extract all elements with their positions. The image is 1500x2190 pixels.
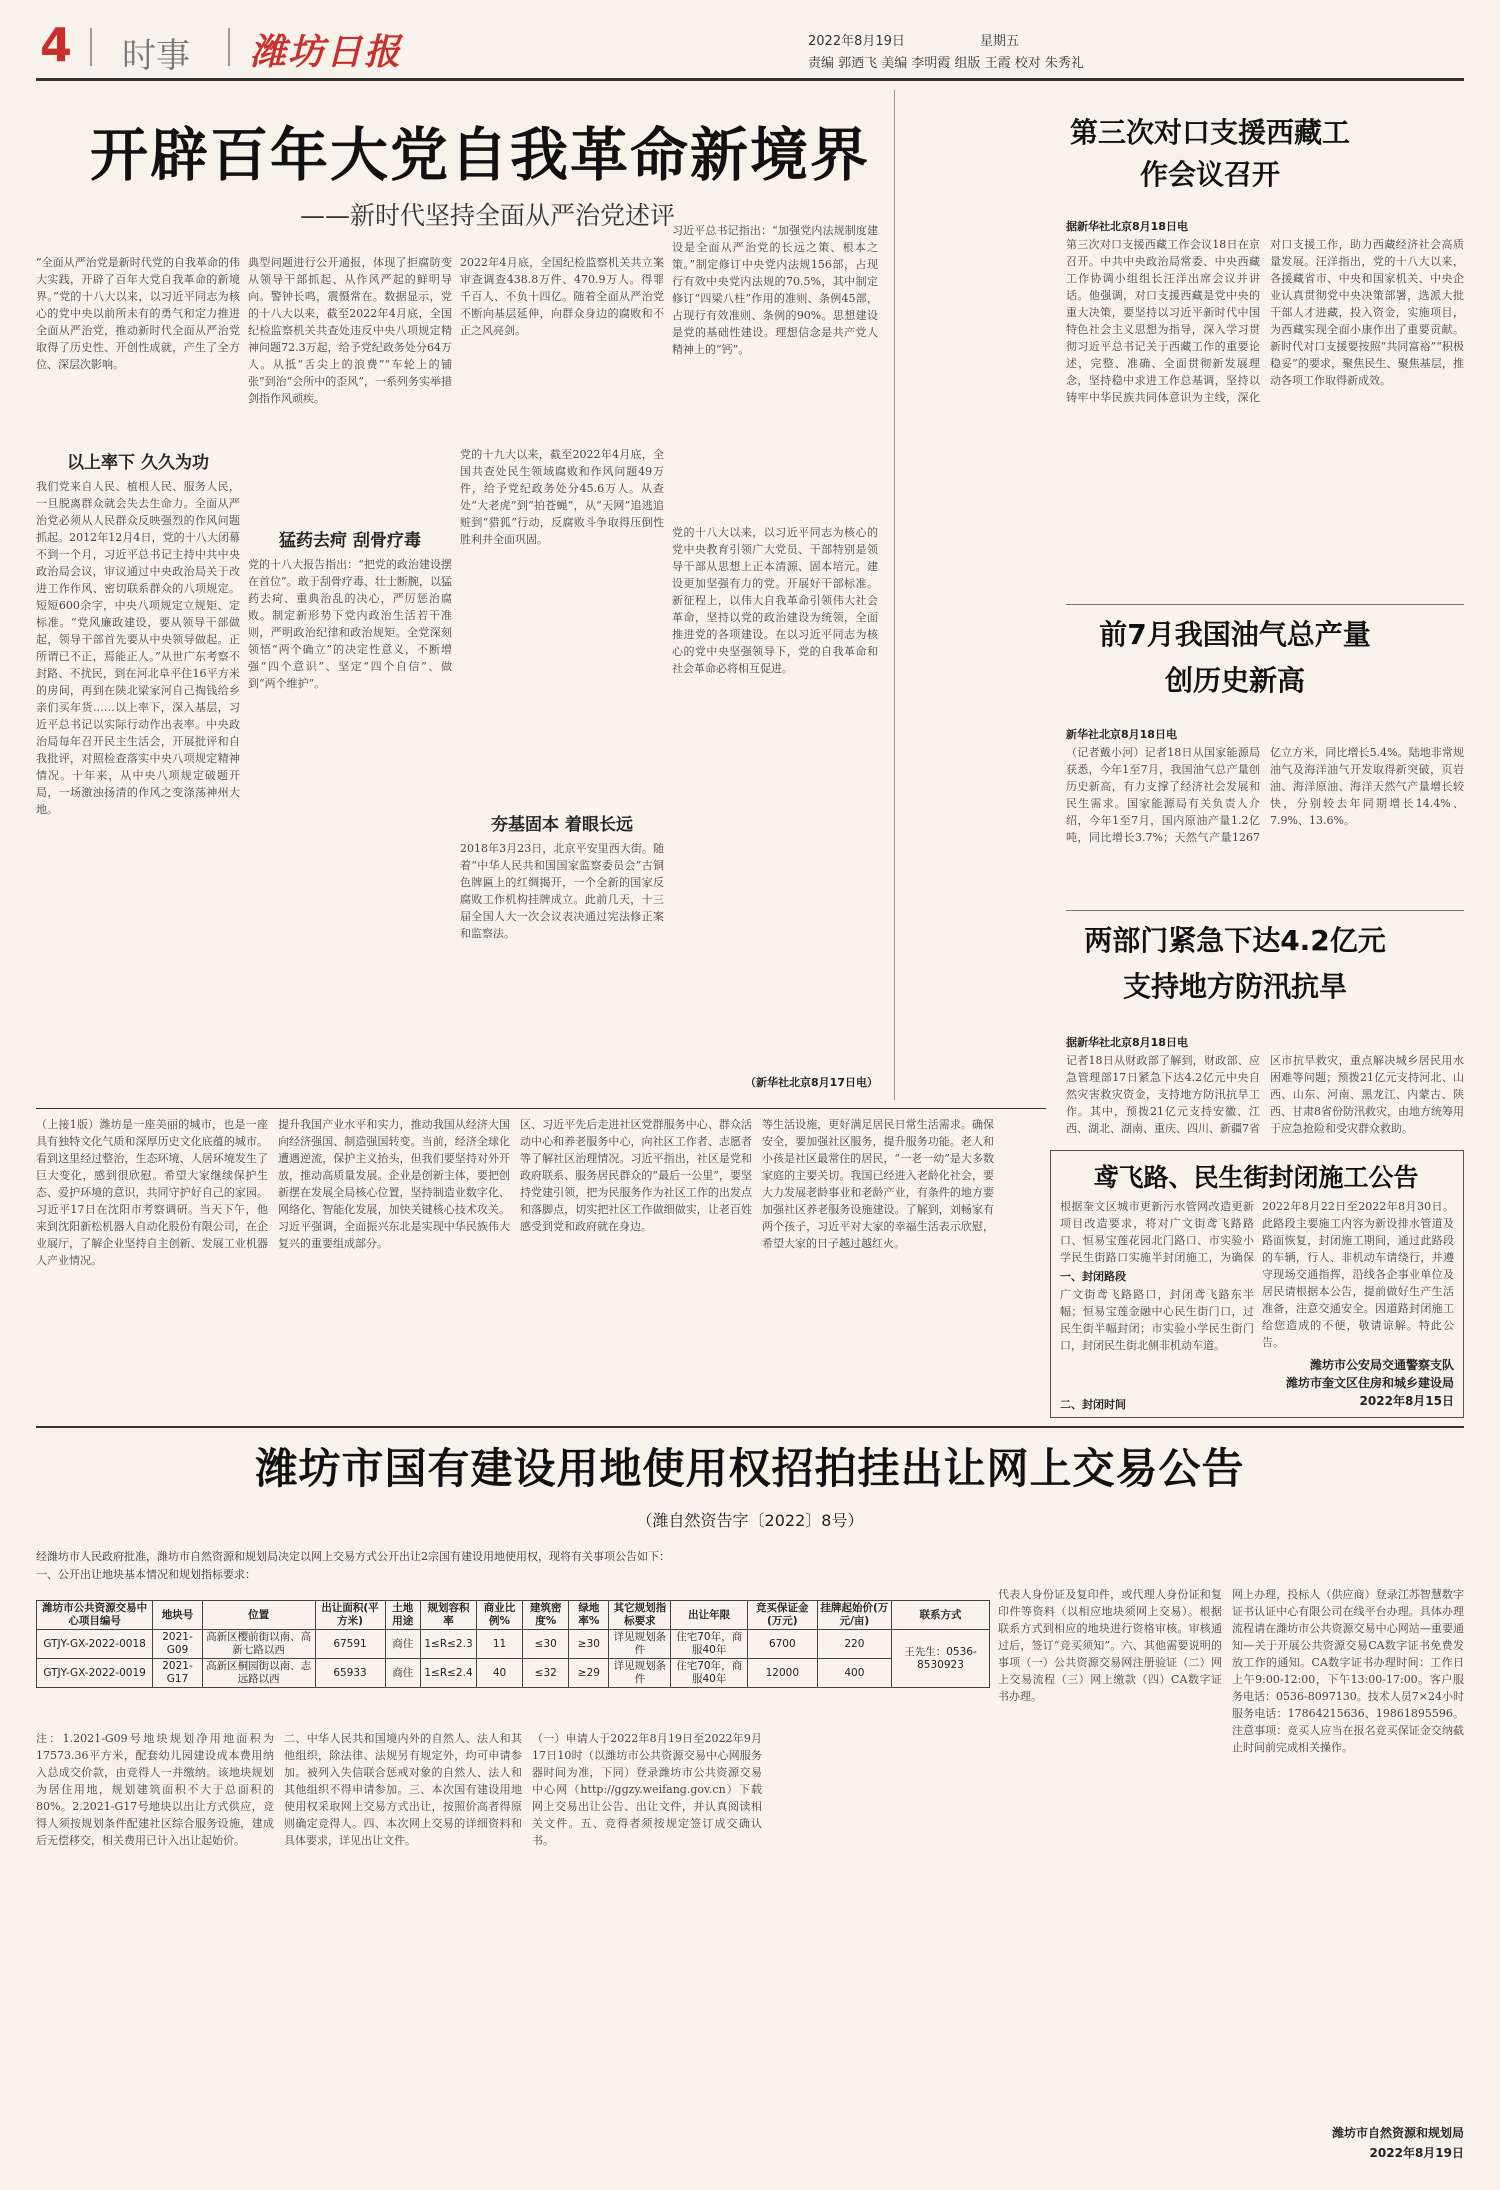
table-cell: GTJY-GX-2022-0018 (37, 1630, 153, 1659)
land-parcel-table (36, 1600, 990, 1688)
th-green: 绿地率% (569, 1601, 609, 1630)
lead-col4-body: 习近平总书记指出：“加强党内法规制度建设是全面从严治党的长远之策、根本之策。”制定修订中央党内法规156部，占现行有效中央党内法规的70.5%，其中制定修订“四梁八柱”作用的准则、条例45部，占现行有效准则、条例的90%。思想建设是党的基础性建设。理想信念是共产党人精神上的“钙”。 (672, 224, 878, 356)
road-notice-item1: 一、封闭路段 (1060, 1270, 1126, 1283)
section-name: 时事 (122, 36, 190, 76)
th-start-price: 挂牌起始价(万元/亩) (817, 1601, 891, 1630)
table-cell: 12000 (747, 1659, 817, 1688)
flood-headline: 两部门紧急下达4.2亿元支持地方防汛抗旱 (1084, 924, 1386, 1003)
issue-date: 2022年8月19日 (808, 34, 905, 49)
land-notice-top-rule (36, 1426, 1464, 1428)
header-divider-2 (228, 28, 230, 66)
lead-col3-body: 2022年4月底，全国纪检监察机关共立案审查调查438.8万件、470.9万人。得罪千百人、不负十四亿。随着全面从严治党不断向基层延伸，向群众身边的腐败和不正之风亮剑。 (460, 256, 664, 337)
table-cell: 65933 (315, 1659, 385, 1688)
th-term: 出让年限 (671, 1601, 747, 1630)
th-project-code: 潍坊市公共资源交易中心项目编号 (37, 1601, 153, 1630)
issue-weekday: 星期五 (980, 34, 1020, 49)
lead-headline: 开辟百年大党自我革命新境界 (90, 121, 871, 189)
land-notice-signer: 潍坊市自然资源和规划局 (1331, 2126, 1464, 2140)
land-notice-title: 潍坊市国有建设用地使用权招拍挂出让网上交易公告 (255, 1444, 1245, 1493)
header-rule (36, 78, 1464, 81)
land-notice-col4: 代表人身份证及复印件，或代理人身份证和复印件等资料（以相应地块须网上交易）。根据联系方式到相应的地块进行资格审核。审核通过后，签订“竞买须知”。六、其他需要说明的事项（一）公共资源交易网注册验证（二）网上交易流程（三）网上缴款（四）CA数字证书办理。 (998, 1588, 1222, 1703)
lead-col4-body-b: 党的十八大以来，以习近平同志为核心的党中央教育引领广大党员、干部特别是领导干部从思想上正本清源、固本培元。建设更加坚强有力的党。开展好干部标准。新征程上，以伟大自我革命引领伟大社会革命，坚持以党的政治建设为统领，全面推进党的各项建设。在以习近平同志为核心的党中央坚强领导下，党的自我革命和社会革命必将相互促进。 (672, 526, 878, 675)
lead-subheadline: ——新时代坚持全面从严治党述评 (300, 201, 676, 230)
flood-dateline: 据新华社北京8月18日电 (1066, 1036, 1188, 1049)
subhead-2: 猛药去疴 刮骨疗毒 (279, 531, 421, 551)
table-cell: ≥29 (569, 1659, 609, 1688)
tibet-dateline: 据新华社北京8月18日电 (1066, 220, 1188, 233)
road-notice-title: 鸢飞路、民生街封闭施工公告 (1093, 1163, 1419, 1192)
table-cell: 6700 (747, 1630, 817, 1659)
th-location: 位置 (202, 1601, 315, 1630)
subhead-3: 夯基固本 着眼长远 (491, 815, 633, 835)
table-cell: 11 (476, 1630, 522, 1659)
th-deposit: 竞买保证金(万元) (747, 1601, 817, 1630)
road-notice-signer2: 潍坊市奎文区住房和城乡建设局 (1285, 1376, 1454, 1390)
lead-col2-body-b: 党的十八大报告指出：“把党的政治建设摆在首位”。敢于刮骨疗毒、壮士断腕，以猛药去疴、重典治乱的决心，严厉惩治腐败。制定新形势下党内政治生活若干准则，严明政治纪律和政治规矩。全党深刻领悟“两个确立”的决定性意义，不断增强“四个意识”、坚定“四个自信”、做到“两个维护”。 (248, 558, 452, 690)
th-density: 建筑密度% (523, 1601, 569, 1630)
tibet-headline: 第三次对口支援西藏工作会议召开 (1069, 116, 1350, 191)
lead-col2-body: 典型问题进行公开通报，体现了拒腐防变从领导干部抓起、从作风严起的鲜明导向。警钟长鸣，震慑常在。数据显示，党的十八大以来，截至2022年4月底，全国纪检监察机关共查处违反中央八项规定精神问题72.3万起，给予党纪政务处分64万人。从抵“舌尖上的浪费”“车轮上的铺张”到治“会所中的歪风”，一系列务实举措剑指作风顽疾。 (248, 256, 452, 405)
table-row (37, 1659, 990, 1688)
table-cell: 1≤R≤2.4 (421, 1659, 477, 1688)
road-notice-para1: 根据奎文区城市更新污水管网改造更新项目改造要求，将对广文街鸢飞路路口、恒易宝莲花园北门路口、市实验小学民生街路口实施半封闭施工，为确保 (1060, 1200, 1254, 1264)
header-divider (90, 28, 92, 66)
land-notice-col5: 网上办理，投标人（供应商）登录江苏智慧数字证书认证中心有限公司在线平台办理。具体办理流程请在潍坊市公共资源交易中心网站—重要通知—关于开展公共资源交易CA数字证书免费发放工作的通知。CA数字证书办理时间：工作日上午9:00-12:00，下午13:00-17:00。客户服务电话：0536-8097130。技术人员7×24小时服务电话：17864215636、19861895596。注意事项：竞买人应当在报名竞买保证金交纳截止时间前完成相关操作。 (1232, 1588, 1464, 1754)
road-notice-item2: 二、封闭时间 (1060, 1398, 1126, 1411)
table-cell: ≤30 (523, 1630, 569, 1659)
table-cell: 住宅70年，商服40年 (671, 1630, 747, 1659)
land-notice-col2: 二、中华人民共和国境内外的自然人、法人和其他组织，除法律、法规另有规定外，均可申请参加。被列入失信联合惩戒对象的自然人、法人和其他组织不得申请参加。三、本次国有建设用地使用权采取网上交易方式出让，按照价高者得原则确定竞得人。四、本次网上交易的详细资料和具体要求，详见出让文件。 (284, 1732, 522, 1847)
table-cell: 高新区樱前街以南、高新七路以西 (202, 1630, 315, 1659)
table-cell: ≥30 (569, 1630, 609, 1659)
road-notice-date: 2022年8月15日 (1359, 1394, 1454, 1408)
table-cell: 400 (817, 1659, 891, 1688)
road-notice-item2-text: 2022年8月22日至2022年8月30日。此路段主要施工内容为新设排水管道及路面恢复，封闭施工期间，通过此路段的车辆，行人、非机动车请绕行，并遵守现场交通指挥，沿线各企事业单位及居民请根据本公告，提前做好生产生活准备，注意交通安全。因道路封闭施工给您造成的不便，敬请谅解。特此公告。 (1262, 1200, 1454, 1349)
continued-col3: 区、习近平先后走进社区党群服务中心、群众活动中心和养老服务中心，向社区工作者、志愿者等了解社区治理情况。习近平指出，社区是党和政府联系、服务居民群众的“最后一公里”，要坚持党建引领，把为民服务作为社区工作的出发点和落脚点，切实把社区工作做细做实，让老百姓感受到党和政府就在身边。 (520, 1118, 752, 1233)
th-parcel-no: 地块号 (153, 1601, 203, 1630)
road-notice-item1-text: 广文街鸢飞路路口，封闭鸢飞路东半幅；恒易宝莲金融中心民生街门口，过民生街半幅封闭；市实验小学民生街门口，封闭民生街北侧非机动车道。 (1060, 1288, 1254, 1352)
th-commercial: 商业比例% (476, 1601, 522, 1630)
table-cell: 67591 (315, 1630, 385, 1659)
subhead-1: 以上率下 久久为功 (67, 453, 209, 473)
table-contact-cell: 王先生：0536-8530923 (892, 1630, 990, 1688)
land-notice-date: 2022年8月19日 (1369, 2146, 1464, 2160)
road-notice-signer1: 潍坊市公安局交通警察支队 (1309, 1358, 1454, 1372)
table-cell: 住宅70年，商服40年 (671, 1659, 747, 1688)
table-row (37, 1630, 990, 1659)
table-cell: 详见规划条件 (609, 1630, 671, 1659)
table-cell: ≤32 (523, 1659, 569, 1688)
land-notice-doc-number: （潍自然资告字〔2022〕8号） (636, 1511, 864, 1530)
lead-col3-body-c: 2018年3月23日，北京平安里西大街。随着“中华人民共和国国家监察委员会”古铜色牌匾上的红绸揭开，一个全新的国家反腐败工作机构挂牌成立。此前几天，十三届全国人大一次会议表决通过宪法修正案和监察法。 (460, 842, 664, 940)
land-notice-intro: 经潍坊市人民政府批准，潍坊市自然资源和规划局决定以网上交易方式公开出让2宗国有建设用地使用权，现将有关事项公告如下： (36, 1550, 670, 1563)
lead-right-divider (894, 90, 895, 1100)
th-use: 土地用途 (385, 1601, 421, 1630)
tibet-body: 第三次对口支援西藏工作会议18日在京召开。中共中央政治局常委、中央西藏工作协调小组组长汪洋出席会议并讲话。他强调，对口支援西藏是党中央的重大决策，要坚持以习近平新时代中国特色社会主义思想为指导，深入学习贯彻习近平总书记关于西藏工作的重要论述，完整、准确、全面贯彻新发展理念，坚持稳中求进工作总基调，坚持以铸牢中华民族共同体意识为主线，深化对口支援工作，助力西藏经济社会高质量发展。汪洋指出，党的十八大以来，各援藏省市、中央和国家机关、中央企业认真贯彻党中央决策部署，选派大批干部人才进藏，投入资金，实施项目，为西藏实现全面小康作出了重要贡献。新时代对口支援要按照“共同富裕”“积极稳妥”的要求，聚焦民生、聚焦基层，推动各项工作取得新成效。 (1066, 238, 1464, 404)
th-other: 其它规划指标要求 (609, 1601, 671, 1630)
newspaper-logo: 潍坊日报 (250, 31, 403, 73)
land-notice-col3: （一）申请人于2022年8月19日至2022年9月17日10时（以潍坊市公共资源交易中心网服务器时间为准，下同）登录潍坊市公共资源交易中心网（http://ggzy.weifang.gov.cn）下载网上交易出让公告、出让文件，并认真阅读相关文件。五、竞得者须按规定签订成交确认书。 (532, 1732, 762, 1847)
table-cell: 详见规划条件 (609, 1659, 671, 1688)
editorial-staff: 责编 郭迺飞 美编 李明霞 组版 王霞 校对 朱秀礼 (808, 56, 1084, 71)
th-contact: 联系方式 (892, 1601, 990, 1630)
mid-section-rule (36, 1108, 1046, 1109)
table-cell: 40 (476, 1659, 522, 1688)
lead-col3-body-b: 党的十九大以来，截至2022年4月底，全国共查处民生领域腐败和作风问题49万件，给予党纪政务处分45.6万人。从查处“大老虎”到“拍苍蝇”，从“天网”追逃追赃到“猎狐”行动，反腐败斗争取得压倒性胜利并全面巩固。 (460, 448, 664, 546)
table-cell: 220 (817, 1630, 891, 1659)
flood-body: 记者18日从财政部了解到，财政部、应急管理部17日紧急下达4.2亿元中央自然灾害救灾资金，支持地方防汛抗旱工作。其中，预拨21亿元支持安徽、江西、湖北、湖南、重庆、四川、新疆7省区市抗旱救灾，重点解决城乡居民用水困难等问题；预拨21亿元支持河北、山西、山东、河南、黑龙江、内蒙古、陕西、甘肃8省份防汛救灾，由地方统筹用于应急抢险和受灾群众救助。 (1066, 1054, 1464, 1135)
table-cell: 商住 (385, 1630, 421, 1659)
table-cell: 高新区桐园街以南、志远路以西 (202, 1659, 315, 1688)
table-cell: 商住 (385, 1659, 421, 1688)
page-number: 4 (40, 18, 73, 72)
lead-byline: （新华社北京8月17日电） (745, 1076, 878, 1089)
oil-body: （记者戴小河）记者18日从国家能源局获悉，今年1至7月，我国油气总产量创历史新高，有力支撑了经济社会发展和民生需求。国家能源局有关负责人介绍，今年1至7月，国内原油产量1.2亿吨，同比增长3.7%；天然气产量1267亿立方米，同比增长5.4%。陆地非常规油气及海洋油气开发取得新突破，页岩油、海洋原油、海洋天然气产量增长较快，分别较去年同期增长14.4%、7.9%、13.6%。 (1066, 746, 1464, 844)
oil-dateline: 新华社北京8月18日电 (1066, 728, 1177, 741)
table-cell: 1≤R≤2.3 (421, 1630, 477, 1659)
land-notice-notes: 注：1.2021-G09号地块规划净用地面积为17573.36平方米，配套幼儿园建设成本费用纳入总成交价款，由竞得人一并缴纳。该地块规划为居住用地，规划建筑面积不大于总面积的80%。2.2021-G17号地块以出让方式供应，竞得人须按规划条件配建社区综合服务设施，建成后无偿移交，相关费用已计入出让起始价。 (36, 1732, 274, 1847)
continued-col4: 等生活设施，更好满足居民日常生活需求。确保安全，要加强社区服务，提升服务功能。老人和小孩是社区最常住的居民，“一老一幼”是大多数家庭的主要关切。我国已经进入老龄化社会，要大力发展老龄事业和老龄产业，有条件的地方要加强社区养老服务设施建设。了解到，刘畅家有两个孩子，习近平对大家的幸福生活表示欣慰，希望大家的日子越过越红火。 (762, 1118, 994, 1250)
th-area: 出让面积(平方米) (315, 1601, 385, 1630)
table-cell: 2021-G09 (153, 1630, 203, 1659)
tibet-oil-divider (1066, 604, 1464, 605)
table-cell: GTJY-GX-2022-0019 (37, 1659, 153, 1688)
table-cell: 2021-G17 (153, 1659, 203, 1688)
oil-headline: 前7月我国油气总产量创历史新高 (1099, 618, 1371, 697)
th-far: 规划容积率 (421, 1601, 477, 1630)
land-notice-intro2: 一、公开出让地块基本情况和规划指标要求： (36, 1568, 256, 1581)
lead-col1-body: 我们党来自人民、植根人民、服务人民，一旦脱离群众就会失去生命力。全面从严治党必须从人民群众反映强烈的作风问题抓起。2012年12月4日，党的十八大闭幕不到一个月，习近平总书记主持中共中央政治局会议，审议通过中央政治局关于改进工作作风、密切联系群众的八项规定。短短600余字，中央八项规定立规矩、定标准。“党风廉政建设，要从领导干部做起，领导干部首先要从中央领导做起。正所谓已不正，焉能正人。”从世广东考察不封路、不扰民，到在河北阜平住16平方米的房间，再到在陕北梁家河自己掏钱给乡亲们买年货……以上率下，深入基层，习近平总书记以实际行动作出表率。中央政治局每年召开民主生活会，开展批评和自我批评，对照检查落实中央八项规定精神情况。十年来，从中央八项规定破题开局，一场激浊扬清的作风之变涤荡神州大地。 (36, 480, 240, 816)
oil-flood-divider (1066, 910, 1464, 911)
lead-col1-intro: “全面从严治党是新时代党的自我革命的伟大实践，开辟了百年大党自我革命的新境界。”党的十八大以来，以习近平同志为核心的党中央以前所未有的勇气和定力推进全面从严治党，推动新时代全面从严治党取得了历史性、开创性成就，产生了全方位、深层次影响。 (36, 256, 240, 371)
continued-col2: 提升我国产业水平和实力，推动我国从经济大国向经济强国、制造强国转变。当前，经济全球化遭遇逆流，保护主义抬头，但我们要坚持对外开放，推动高质量发展。企业是创新主体，要把创新摆在发展全局核心位置，坚持制造业数字化、网络化、智能化发展，加快关键核心技术攻关。习近平强调，全面振兴东北是实现中华民族伟大复兴的重要组成部分。 (278, 1118, 510, 1250)
continued-col1: （上接1版）潍坊是一座美丽的城市，也是一座具有独特文化气质和深厚历史文化底蕴的城市。看到这里经过整治，生态环境、人居环境发生了巨大变化，感到很欣慰。希望大家继续保护生态、爱护环境的意识，共同守护好自己的家园。习近平17日在沈阳市考察调研。当天下午，他来到沈阳新松机器人自动化股份有限公司，在企业展厅，了解企业坚持自主创新、发展工业机器人产业情况。 (36, 1118, 268, 1267)
